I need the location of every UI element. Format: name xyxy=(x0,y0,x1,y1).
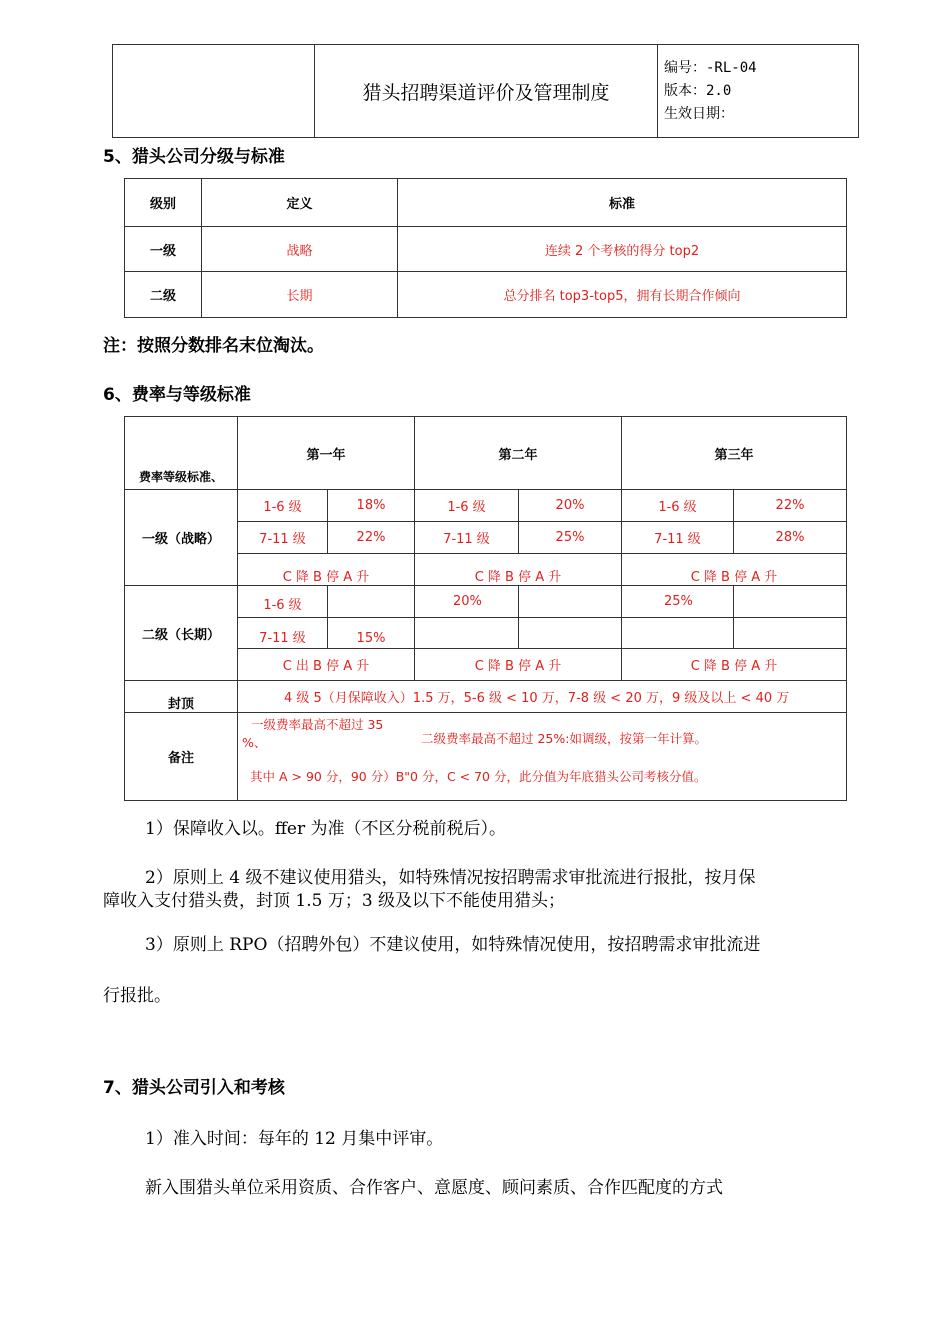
table-cell: 22% xyxy=(328,522,415,554)
table-cell: 15% xyxy=(328,618,415,649)
table-cell: 22% xyxy=(734,490,847,522)
table-row xyxy=(125,713,847,801)
table-cell: 7-11 级 xyxy=(415,522,519,554)
table-cell: 7-11 级 xyxy=(622,522,734,554)
section7-paragraph-1: 1）准入时间：每年的 12 月集中评审。 xyxy=(145,1129,444,1149)
grading-standard: 连续 2 个考核的得分 top2 xyxy=(398,227,847,272)
table-cell: 7-11 级 xyxy=(238,618,328,649)
table-cell xyxy=(734,618,847,649)
table-row xyxy=(125,681,847,713)
grading-definition: 战略 xyxy=(202,227,398,272)
table-cell xyxy=(622,618,734,649)
remark-cell xyxy=(238,713,847,801)
table-cell xyxy=(328,586,415,618)
cap-text: 4 级 5（月保障收入）1.5 万，5-6 级 < 10 万，7-8 级 < 20 万，9 级及以上 < 40 万 xyxy=(238,681,847,713)
table-cell: C 降 B 停 A 升 xyxy=(238,554,415,586)
fee-rate-table xyxy=(124,416,847,801)
section7-heading: 7、猎头公司引入和考核 xyxy=(103,1078,285,1098)
remark-label: 备注 xyxy=(125,713,238,801)
table-cell: C 降 B 停 A 升 xyxy=(622,554,847,586)
table-cell: 28% xyxy=(734,522,847,554)
level2-label: 二级（长期） xyxy=(125,586,238,681)
year-3-header: 第三年 xyxy=(622,417,847,490)
document-version: 版本：2.0 xyxy=(664,82,732,99)
grading-level: 一级 xyxy=(125,227,202,272)
grading-table xyxy=(124,178,847,318)
document-effective-date: 生效日期： xyxy=(664,105,734,122)
table-cell xyxy=(734,586,847,618)
grading-col-definition: 定义 xyxy=(202,179,398,227)
grading-definition: 长期 xyxy=(202,272,398,318)
table-cell: 7-11 级 xyxy=(238,522,328,554)
table-cell: C 出 B 停 A 升 xyxy=(238,649,415,681)
document-code: 编号：-RL-04 xyxy=(664,59,757,76)
paragraph-1: 1）保障收入以。ffer 为准（不区分税前税后）。 xyxy=(145,819,506,839)
table-cell xyxy=(519,586,622,618)
section7-paragraph-2: 新入围猎头单位采用资质、合作客户、意愿度、顾问素质、合作匹配度的方式 xyxy=(145,1178,723,1198)
table-cell: 25% xyxy=(519,522,622,554)
remark-line1c: 二级费率最高不超过 25%:如调级，按第一年计算。 xyxy=(421,731,707,746)
table-cell: 25% xyxy=(622,586,734,618)
paragraph-2a: 2）原则上 4 级不建议使用猎头，如特殊情况按招聘需求审批流进行报批，按月保 xyxy=(145,868,756,888)
table-cell: 18% xyxy=(328,490,415,522)
table-cell: C 降 B 停 A 升 xyxy=(415,649,622,681)
paragraph-3a: 3）原则上 RPO（招聘外包）不建议使用，如特殊情况使用，按招聘需求审批流进 xyxy=(145,935,761,955)
table-cell: C 降 B 停 A 升 xyxy=(415,554,622,586)
remark-line2: 其中 A > 90 分，90 分）B"0 分，C < 70 分，此分值为年底猎头公司考核分值。 xyxy=(250,769,707,784)
header-logo-cell xyxy=(113,45,315,138)
document-header xyxy=(112,44,859,138)
table-cell: 20% xyxy=(415,586,519,618)
remark-line1a: 一级费率最高不超过 35 xyxy=(251,717,384,732)
table-cell: 1-6 级 xyxy=(238,490,328,522)
paragraph-3b: 行报批。 xyxy=(103,986,171,1006)
level1-label: 一级（战略） xyxy=(125,490,238,586)
fee-table-corner: 费率等级标准、 xyxy=(125,417,238,490)
grading-level: 二级 xyxy=(125,272,202,318)
document-title: 猎头招聘渠道评价及管理制度 xyxy=(315,45,658,138)
year-1-header: 第一年 xyxy=(238,417,415,490)
table-cell xyxy=(415,618,519,649)
table-cell: 1-6 级 xyxy=(622,490,734,522)
grading-standard: 总分排名 top3-top5，拥有长期合作倾向 xyxy=(398,272,847,318)
table-row xyxy=(125,227,847,272)
paragraph-2b: 障收入支付猎头费，封顶 1.5 万；3 级及以下不能使用猎头； xyxy=(103,891,566,911)
table-cell: 1-6 级 xyxy=(238,586,328,618)
table-cell xyxy=(519,618,622,649)
remark-line1b: %、 xyxy=(242,735,267,750)
table-row xyxy=(125,490,847,522)
grading-col-standard: 标准 xyxy=(398,179,847,227)
cap-label: 封顶 xyxy=(125,681,238,713)
table-row xyxy=(125,586,847,618)
section5-note: 注：按照分数排名末位淘汰。 xyxy=(103,336,324,356)
table-row xyxy=(125,272,847,318)
year-2-header: 第二年 xyxy=(415,417,622,490)
table-cell: C 降 B 停 A 升 xyxy=(622,649,847,681)
section5-heading: 5、猎头公司分级与标准 xyxy=(103,147,285,167)
document-meta xyxy=(658,45,859,138)
section6-heading: 6、费率与等级标准 xyxy=(103,385,251,405)
table-cell: 1-6 级 xyxy=(415,490,519,522)
table-cell: 20% xyxy=(519,490,622,522)
grading-col-level: 级别 xyxy=(125,179,202,227)
